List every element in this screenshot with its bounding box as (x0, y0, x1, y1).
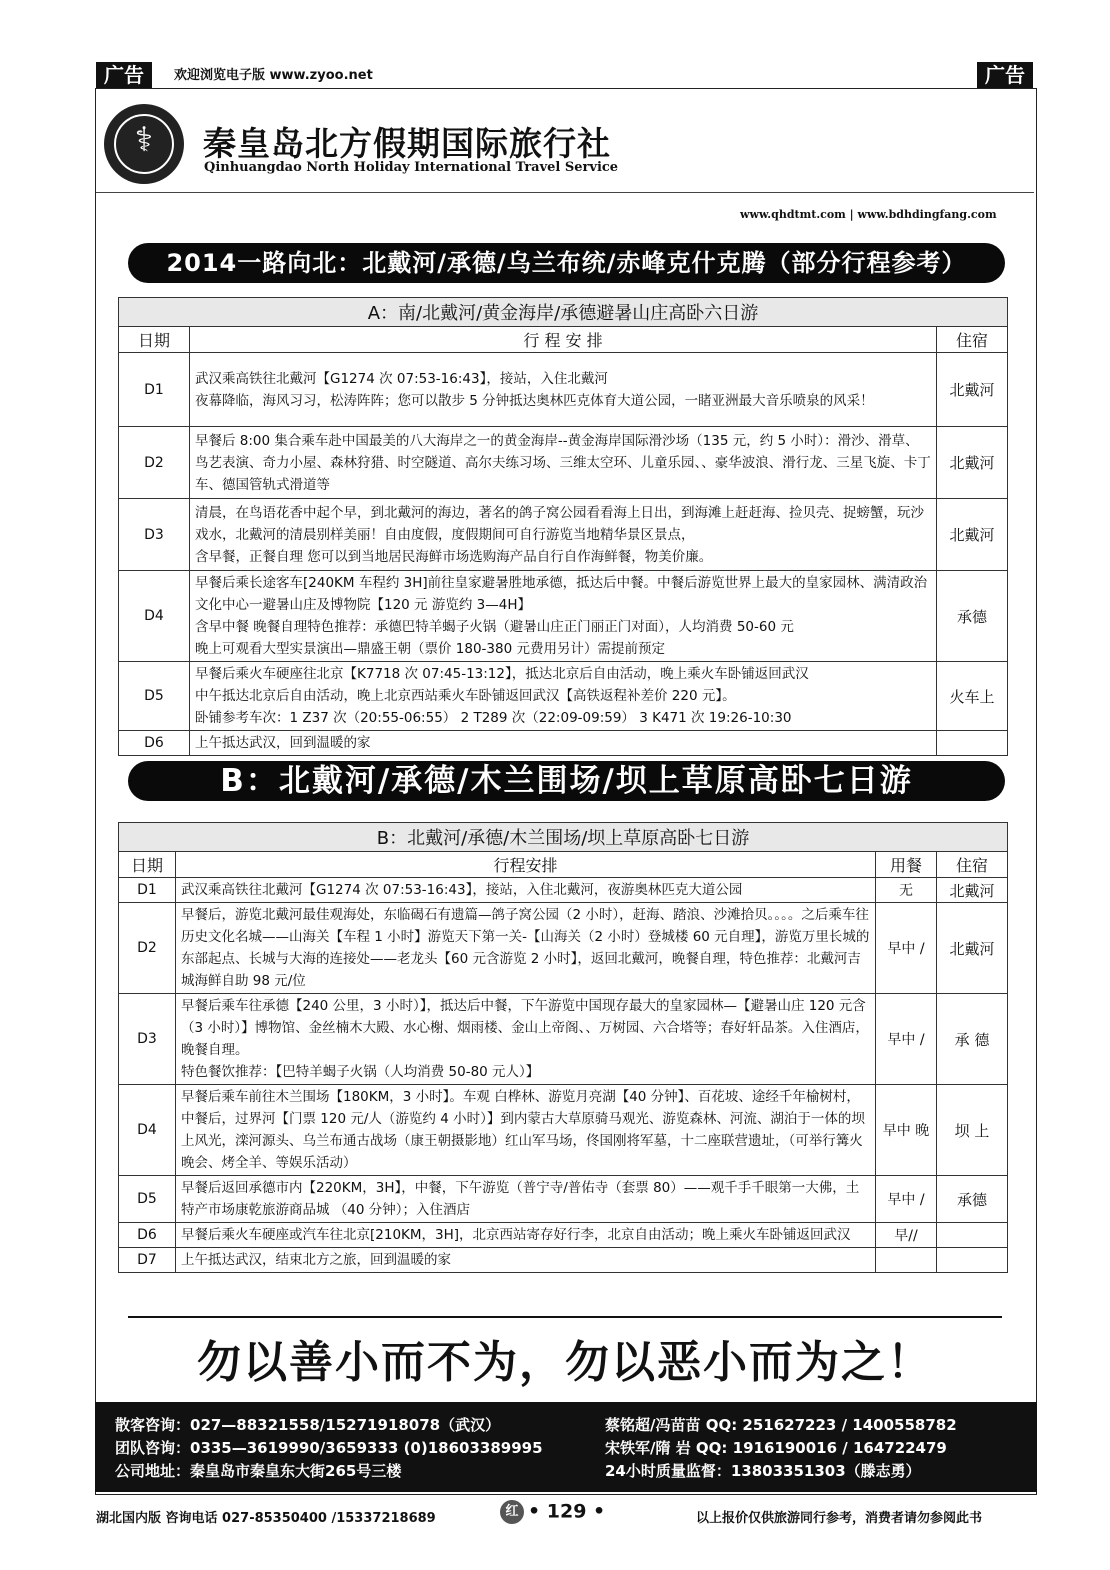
company-websites: www.qhdtmt.com | www.bdhdingfang.com (740, 208, 997, 221)
quality-hotline: 24小时质量监督：13803351303（滕志勇） (605, 1462, 921, 1480)
header-date: 日期 (119, 852, 176, 878)
day-label: D6 (119, 1223, 176, 1248)
itinerary-line: 含早中餐 晚餐自理特色推荐：承德巴特羊蝎子火锅（避暑山庄正门丽正门对面），人均消费 50-60 元 (195, 619, 794, 635)
group-contact: 团队咨询：0335—3619990/3659333 (0)18603389995 (115, 1439, 543, 1457)
header-stay: 住宿 (937, 327, 1008, 353)
day-label: D4 (119, 1085, 176, 1176)
tour-a-title: A：南/北戴河/黄金海岸/承德避暑山庄高卧六日游 (119, 298, 1008, 327)
stay-city: 承 德 (937, 994, 1008, 1085)
header-date: 日期 (119, 327, 190, 353)
day-label: D2 (119, 427, 190, 499)
footer-disclaimer: 以上报价仅供旅游同行参考，消费者请勿参阅此书 (696, 1511, 983, 1526)
contact-panel (95, 1402, 1037, 1492)
stay-city: 北戴河 (937, 427, 1008, 499)
stay-city (937, 1223, 1008, 1248)
header-itinerary: 行 程 安 排 (190, 327, 937, 353)
table-row (119, 662, 1008, 731)
itinerary-line: 清晨，在鸟语花香中起个早，到北戴河的海边，著名的鸽子窝公园看看海上日出，到海滩上赶赶海、捡贝壳、捉螃蟹，玩沙戏水，北戴河的清晨别样美丽！自由度假，度假期间可自行游览当地精华景区景点， (195, 504, 924, 543)
stay-city: 承德 (937, 1176, 1008, 1223)
table-row (119, 994, 1008, 1085)
header-divider (96, 192, 1034, 193)
tour-a-table (118, 297, 1008, 756)
day-label: D3 (119, 499, 190, 571)
itinerary-line: 上午抵达武汉，结束北方之旅，回到温暖的家 (181, 1252, 451, 1268)
banner-b: B：北戴河/承德/木兰围场/坝上草原高卧七日游 (128, 761, 1005, 801)
itinerary-line: 含早餐，正餐自理 您可以到当地居民海鲜市场选购海产品自行自作海鲜餐，物美价廉。 (195, 548, 713, 565)
table-row (119, 427, 1008, 499)
meal-info: 早// (876, 1223, 937, 1248)
day-label: D7 (119, 1248, 176, 1273)
edition-badge-icon: 红 (500, 1500, 524, 1524)
day-label: D4 (119, 571, 190, 662)
stay-city: 北戴河 (937, 353, 1008, 427)
header-meal: 用餐 (876, 852, 937, 878)
table-row (119, 1223, 1008, 1248)
itinerary-line: 早餐后乘火车硬座往北京【K7718 次 07:45-13:12】，抵达北京后自由活动，晚上乘火车卧铺返回武汉 (195, 666, 809, 682)
day-label: D6 (119, 731, 190, 756)
company-name-en: Qinhuangdao North Holiday International Travel Service (204, 160, 619, 175)
header-stay: 住宿 (937, 852, 1008, 878)
itinerary-line: 早餐后乘车前往木兰围场【180KM，3 小时】。车观 白桦林、游览月亮湖【40 分钟】、百花坡、途经千年榆树村，中餐后，过界河【门票 120 元/人（游览约 4 小时）】到内蒙古大草原骑马观光、游览森林、河流、湖泊于一体的坝上风光，滦河源头、乌兰布通古战场（康王朝摄影地）红山军马场，佟国刚将军墓，十二座联营遗址，（可举行篝火晚会、烤全羊、等娱乐活动） (181, 1089, 865, 1171)
welcome-text: 欢迎浏览电子版 www.zyoo.net (174, 68, 373, 83)
table-row (119, 903, 1008, 994)
itinerary-line: 早餐后，游览北戴河最佳观海处，东临碣石有遗篇—鸽子窝公园（2 小时），赶海、踏浪、沙滩拾贝。。。。之后乘车往历史文化名城——山海关【车程 1 小时】游览天下第一关-【山海关（2 小时）登城楼 60 元自理】，游览万里长城的东部起点、长城与大海的连接处——老龙头【60 元含游览 2 小时】，返回北戴河，晚餐自理，特色推荐：北戴河吉城海鲜自助 98 元/位 (181, 907, 870, 989)
group-staff: 宋铁军/隋 岩 QQ: 1916190016 / 164722479 (605, 1439, 947, 1457)
meal-info: 早中 晚 (876, 1085, 937, 1176)
table-row (119, 1176, 1008, 1223)
table-row (119, 499, 1008, 571)
ad-tag-left: 广告 (96, 62, 152, 88)
table-row (119, 1248, 1008, 1273)
company-address: 公司地址：秦皇岛市秦皇东大街265号三楼 (115, 1462, 402, 1480)
meal-info: 早中 / (876, 1176, 937, 1223)
tour-b-table (118, 822, 1008, 1273)
table-row (119, 571, 1008, 662)
stay-city: 坝 上 (937, 1085, 1008, 1176)
table-row (119, 731, 1008, 756)
itinerary-line: 早餐后乘火车硬座或汽车往北京[210KM，3H]，北京西站寄存好行李，北京自由活动；晚上乘火车卧铺返回武汉 (181, 1227, 851, 1243)
table-row (119, 353, 1008, 427)
itinerary-line: 中午抵达北京后自由活动，晚上北京西站乘火车卧铺返回武汉【高铁返程补差价 220 元】。 (195, 688, 736, 704)
retail-staff: 蔡铭超/冯苗苗 QQ: 251627223 / 1400558782 (605, 1416, 957, 1434)
page-number-text: • 129 • (528, 1500, 606, 1523)
day-label: D2 (119, 903, 176, 994)
meal-info: 早中 / (876, 994, 937, 1085)
day-label: D3 (119, 994, 176, 1085)
slogan-block (120, 1308, 1010, 1394)
stay-city: 北戴河 (937, 878, 1008, 903)
table-row (119, 1085, 1008, 1176)
banner-a: 2014一路向北：北戴河/承德/乌兰布统/赤峰克什克腾（部分行程参考） (128, 243, 1005, 283)
day-label: D5 (119, 1176, 176, 1223)
meal-info: 无 (876, 878, 937, 903)
itinerary-line: 夜幕降临，海风习习，松涛阵阵；您可以散步 5 分钟抵达奥林匹克体育大道公园，一睹亚洲最大音乐喷泉的风采！ (195, 392, 874, 409)
day-label: D1 (119, 878, 176, 903)
company-name: 秦皇岛北方假期国际旅行社 (203, 124, 611, 163)
itinerary-line: 上午抵达武汉，回到温暖的家 (195, 735, 371, 751)
slogan-text: 勿以善小而不为，勿以恶小而为之！ (197, 1337, 933, 1388)
stay-city: 北戴河 (937, 903, 1008, 994)
meal-info (876, 1248, 937, 1273)
table-row (119, 878, 1008, 903)
ad-tag-right: 广告 (977, 62, 1033, 88)
stay-city: 北戴河 (937, 499, 1008, 571)
header-itinerary: 行程安排 (176, 852, 876, 878)
page-number (500, 1500, 605, 1524)
stay-city: 火车上 (937, 662, 1008, 731)
itinerary-line: 晚上可观看大型实景演出—鼎盛王朝（票价 180-380 元费用另计）需提前预定 (195, 641, 665, 657)
tour-b-title: B：北戴河/承德/木兰围场/坝上草原高卧七日游 (119, 823, 1008, 852)
itinerary-line: 武汉乘高铁往北戴河【G1274 次 07:53-16:43】，接站，入住北戴河，夜游奥林匹克大道公园 (181, 882, 743, 898)
footer-edition: 湖北国内版 咨询电话 027-85350400 /15337218689 (96, 1511, 436, 1526)
itinerary-line: 特色餐饮推荐：【巴特羊蝎子火锅（人均消费 50-80 元人）】 (181, 1064, 540, 1080)
stay-city: 承德 (937, 571, 1008, 662)
itinerary-line: 武汉乘高铁往北戴河【G1274 次 07:53-16:43】，接站，入住北戴河 (195, 370, 608, 387)
company-logo-icon: ⚕ (104, 104, 184, 184)
itinerary-line: 早餐后乘车往承德【240 公里，3 小时）】，抵达后中餐，下午游览中国现存最大的皇家园林—【避暑山庄 120 元含（3 小时）】博物馆、金丝楠木大殿、水心榭、烟雨楼、金山上帝阁、、万树园、六合塔等；春好轩品茶。入住酒店，晚餐自理。 (181, 998, 869, 1058)
itinerary-line: 早餐后 8:00 集合乘车赴中国最美的八大海岸之一的黄金海岸--黄金海岸国际滑沙场（135 元，约 5 小时）：滑沙、滑草、鸟艺表演、奇力小屋、森林狩猎、时空隧道、高尔夫练习场、三维太空环、儿童乐园、、豪华波浪、滑行龙、三星飞旋、卡丁车、德国管轨式滑道等 (195, 432, 931, 493)
meal-info: 早中 / (876, 903, 937, 994)
stay-city (937, 731, 1008, 756)
itinerary-line: 卧铺参考车次：1 Z37 次（20:55-06:55） 2 T289 次（22:09-09:59） 3 K471 次 19:26-10:30 (195, 710, 792, 726)
itinerary-line: 早餐后返回承德市内【220KM，3H】，中餐，下午游览（普宁寺/普佑寺（套票 80）——观千手千眼第一大佛，土特产市场康乾旅游商品城 （40 分钟）；入住酒店 (181, 1180, 860, 1218)
day-label: D1 (119, 353, 190, 427)
retail-contact: 散客咨询：027—88321558/15271918078（武汉） (115, 1416, 501, 1434)
itinerary-line: 早餐后乘长途客车[240KM 车程约 3H]前往皇家避暑胜地承德，抵达后中餐。中餐后游览世界上最大的皇家园林、满清政治文化中心一避暑山庄及博物院【120 元 游览约 3—4H】 (195, 575, 928, 613)
stay-city (937, 1248, 1008, 1273)
day-label: D5 (119, 662, 190, 731)
